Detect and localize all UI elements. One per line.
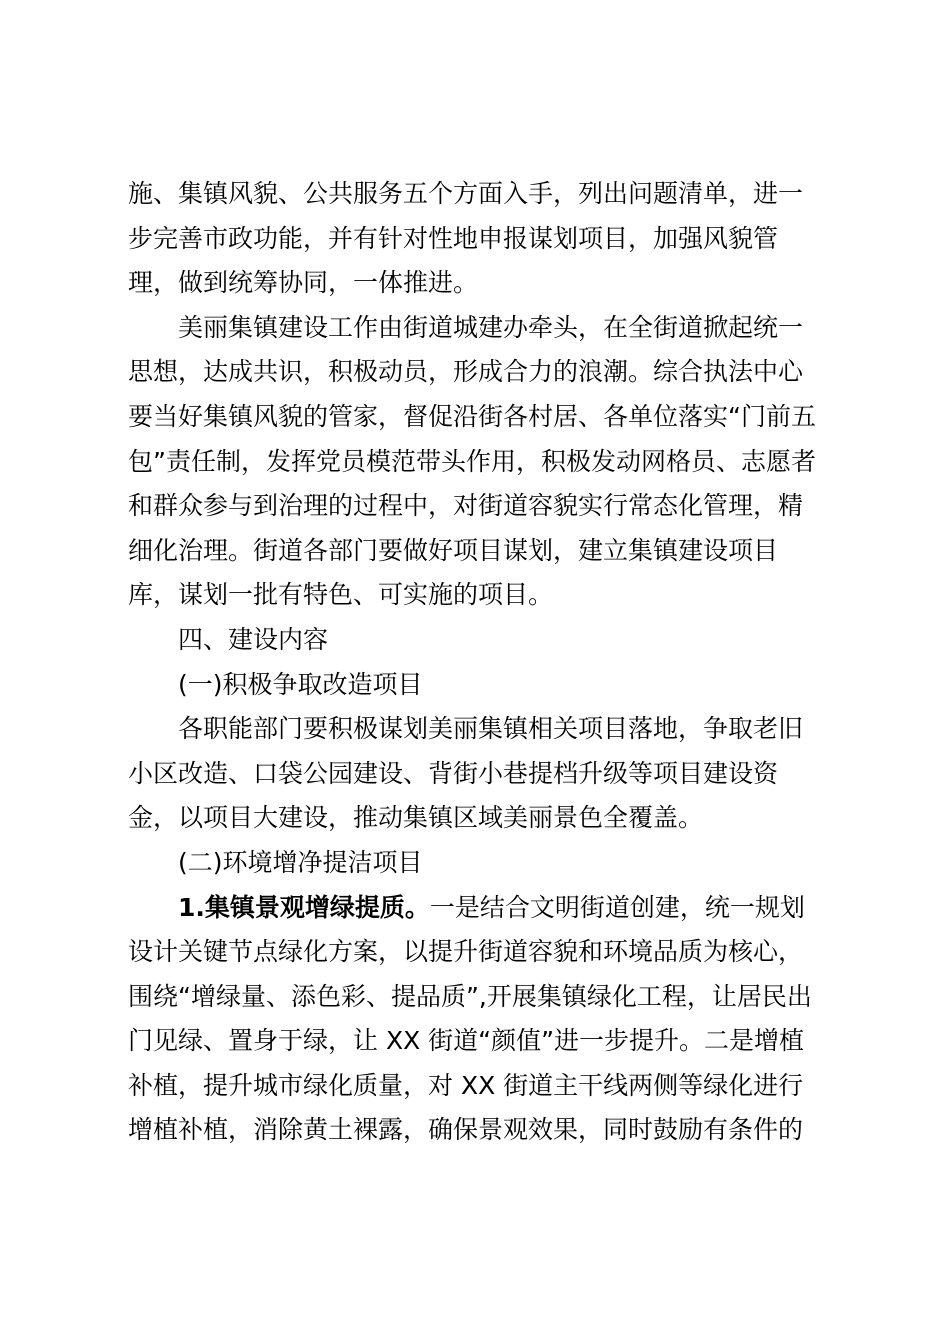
text-line: 增植补植，消除黄土裸露，确保景观效果，同时鼓励有条件的 <box>128 1115 804 1145</box>
text-line: 小区改造、口袋公园建设、背街小巷提档升级等项目建设资 <box>128 758 779 788</box>
paragraph-3 <box>128 707 828 841</box>
text-line: 金，以项目大建设，推动集镇区域美丽景色全覆盖。 <box>128 803 704 833</box>
text-line: 思想，达成共识，积极动员，形成合力的浪潮。综合执法中心 <box>128 357 804 387</box>
text-line: 要当好集镇风貌的管家，督促沿街各村居、各单位落实“门前五 <box>128 401 816 431</box>
text-line: 1.集镇景观增绿提质。一是结合文明街道创建，统一规划 <box>178 892 805 922</box>
subsection-heading: (一)积极争取改造项目 <box>178 669 423 699</box>
paragraph-4 <box>128 886 828 1154</box>
text-line: 美丽集镇建设工作由街道城建办牵头，在全街道掀起统一 <box>178 312 804 342</box>
text-line: 围绕“增绿量、添色彩、提品质”,开展集镇绿化工程，让居民出 <box>128 981 812 1011</box>
body-text <box>128 172 828 1153</box>
text-line: 细化治理。街道各部门要做好项目谋划，建立集镇建设项目 <box>128 535 779 565</box>
text-line: 施、集镇风貌、公共服务五个方面入手，列出问题清单，进一 <box>128 179 804 208</box>
subsection-heading: (二)环境增净提洁项目 <box>178 847 423 877</box>
text-line: 设计关键节点绿化方案，以提升街道容貌和环境品质为核心， <box>128 937 804 967</box>
text-line: 步完善市政功能，并有针对性地申报谋划项目，加强风貌管 <box>128 223 779 253</box>
text-line: 各职能部门要积极谋划美丽集镇相关项目落地，争取老旧 <box>178 714 804 744</box>
text-line: 和群众参与到治理的过程中，对街道容貌实行常态化管理，精 <box>128 491 804 521</box>
bold-lead: 1.集镇景观增绿提质。 <box>178 892 430 922</box>
text-line: 门见绿、置身于绿，让 XX 街道“颜值”进一步提升。二是增植 <box>128 1026 805 1056</box>
paragraph-1 <box>128 172 828 306</box>
section-heading: 四、建设内容 <box>178 624 329 654</box>
text-line: 理，做到统筹协同，一体推进。 <box>128 268 479 298</box>
text-line: 库，谋划一批有特色、可实施的项目。 <box>128 580 554 610</box>
text-line: 补植，提升城市绿化质量，对 XX 街道主干线两侧等绿化进行 <box>128 1070 804 1100</box>
text-line: 包”责任制，发挥党员模范带头作用，积极发动网格员、志愿者 <box>128 446 816 476</box>
paragraph-2 <box>128 306 828 618</box>
